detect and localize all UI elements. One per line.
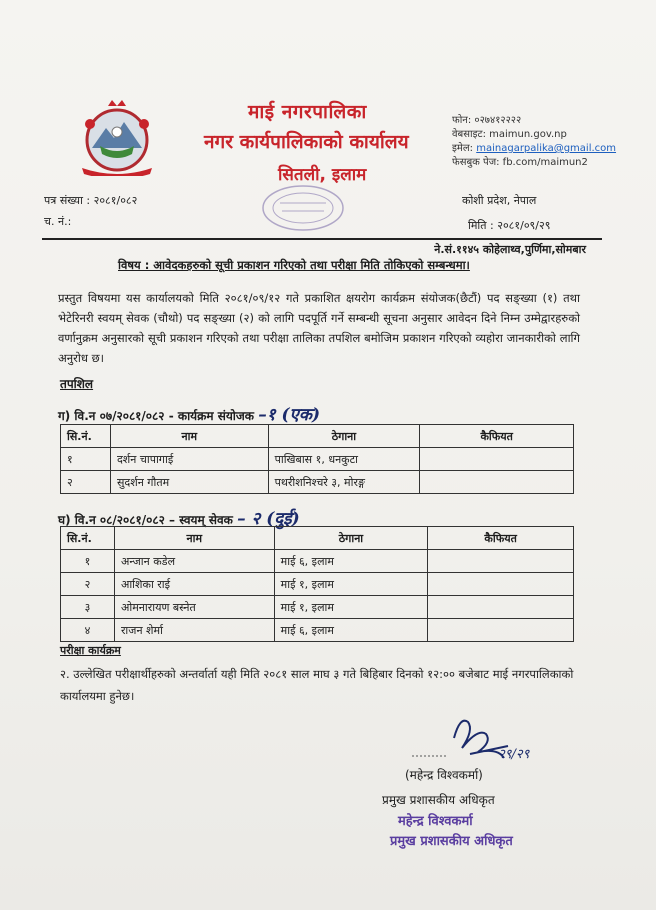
nepal-emblem-icon: [72, 98, 162, 176]
office-location: सितली, इलाम: [278, 165, 367, 185]
header-address: ठेगाना: [268, 425, 420, 448]
cell-name: सुदर्शन गौतम: [110, 471, 268, 494]
signatory-title: प्रमुख प्रशासकीय अधिकृत: [382, 793, 495, 807]
cell-sn: ४: [61, 619, 115, 642]
section-g-label: ग) वि.न ०७/२०८१/०८२ - कार्यक्रम संयोजक: [58, 409, 255, 423]
dispatch-number: च. नं.:: [44, 215, 72, 228]
table-header-row: [61, 425, 574, 448]
cell-remarks: [428, 573, 574, 596]
cell-sn: २: [61, 573, 115, 596]
header-sn: सि.नं.: [61, 425, 111, 448]
cell-address: माई ६, इलाम: [274, 550, 428, 573]
office-stamp-icon: [258, 183, 348, 233]
table-row: [61, 619, 574, 642]
cell-remarks: [428, 619, 574, 642]
letter-date: मिति : २०८१/०९/२९: [468, 219, 551, 232]
header-name: नाम: [110, 425, 268, 448]
cell-name: ओमनारायण बस्नेत: [114, 596, 274, 619]
cell-name: दर्शन चापागाई: [110, 448, 268, 471]
section-g-handwritten-count: –१ (एक): [258, 405, 321, 425]
section-gh-table: [60, 526, 574, 642]
cell-address: पथरीशनिश्चरे ३, मोरङ्ग: [268, 471, 420, 494]
table-row: [61, 448, 574, 471]
header-remarks: कैफियत: [428, 527, 574, 550]
table-row: [61, 550, 574, 573]
stamp-title: प्रमुख प्रशासकीय अधिकृत: [390, 834, 513, 849]
letter-number: पत्र संख्या : २०८१/०८२: [44, 194, 138, 207]
website[interactable]: वेबसाइट: maimun.gov.np: [452, 129, 567, 140]
cell-name: आशिका राई: [114, 573, 274, 596]
cell-sn: १: [61, 448, 111, 471]
cell-remarks: [428, 596, 574, 619]
section-gh-handwritten-count: – २ (दुई): [237, 509, 300, 529]
details-heading: तपशिल: [60, 377, 94, 391]
section-g-table: [60, 424, 574, 494]
province: कोशी प्रदेश, नेपाल: [462, 194, 537, 207]
section-gh-label: घ) वि.न ०८/२०८१/०८२ – स्वयम् सेवक: [58, 513, 233, 527]
signature-date: २९/२९: [498, 747, 530, 762]
facebook-page[interactable]: फेसबुक पेज: fb.com/maimun2: [452, 157, 588, 168]
body-paragraph: प्रस्तुत विषयमा यस कार्यालयको मिति २०८१/०९/१२ गते प्रकाशित क्षयरोग कार्यक्रम संयोजक(छैटौं) पद सङ्ख्या (१) तथा भेटेरिनरी स्वयम् सेवक (चौथो) पद सङ्ख्या (२) को लागि पदपूर्ति गर्ने सम्बन्धी सूचना अनुसार आवेदन दिने निम्न उम्मेद्वारहरुको वर्णानुक्रम अनुसारको सूची प्रकाशन गरिएको तथा परीक्षा तालिका तपशिल बमोजिम प्रकाशन गरिएको व्यहोरा जानकारीको लागि अनुरोध छ।: [58, 291, 580, 365]
header-divider: [42, 238, 602, 240]
email-line: [452, 140, 616, 154]
subject-line: विषय : आवेदकहरुको सूची प्रकाशन गरिएको तथा परीक्षा मिति तोकिएको सम्बन्धमा।: [118, 258, 470, 272]
cell-address: माई १, इलाम: [274, 596, 428, 619]
table-row: [61, 596, 574, 619]
office-name: नगर कार्यपालिकाको कार्यालय: [204, 131, 409, 153]
email-link[interactable]: mainagarpalika@gmail.com: [476, 143, 617, 154]
email-label: इमेल:: [452, 143, 474, 154]
phone-number: फोन: ०२७४१२२२२: [452, 115, 522, 126]
cell-address: माई १, इलाम: [274, 573, 428, 596]
exam-heading: परीक्षा कार्यक्रम: [60, 644, 121, 657]
cell-name: अन्जान कडेल: [114, 550, 274, 573]
table-header-row: [61, 527, 574, 550]
table-row: [61, 471, 574, 494]
header-remarks: कैफियत: [420, 425, 574, 448]
table-row: [61, 573, 574, 596]
nepal-sambat-date: ने.सं.११४५ कोहेलाथ्व,पुर्णिमा,सोमबार: [434, 243, 586, 256]
header-sn: सि.नं.: [61, 527, 115, 550]
cell-name: राजन शेर्मा: [114, 619, 274, 642]
cell-address: माई ६, इलाम: [274, 619, 428, 642]
cell-sn: २: [61, 471, 111, 494]
header-address: ठेगाना: [274, 527, 428, 550]
org-name: माई नगरपालिका: [248, 101, 367, 123]
cell-remarks: [420, 471, 574, 494]
stamp-name: महेन्द्र विश्वकर्मा: [398, 814, 473, 829]
cell-remarks: [428, 550, 574, 573]
header-name: नाम: [114, 527, 274, 550]
cell-address: पाखिबास १, धनकुटा: [268, 448, 420, 471]
cell-sn: ३: [61, 596, 115, 619]
signatory-name: (महेन्द्र विश्वकर्मा): [405, 768, 483, 782]
cell-sn: १: [61, 550, 115, 573]
exam-note: २. उल्लेखित परीक्षार्थीहरुको अन्तर्वार्ता यही मिति २०८१ साल माघ ३ गते बिहिबार दिनको १२:०० बजेबाट माई नगरपालिकाको कार्यालयमा हुनेछ।: [60, 667, 574, 703]
section-g-title: [58, 402, 320, 425]
cell-remarks: [420, 448, 574, 471]
